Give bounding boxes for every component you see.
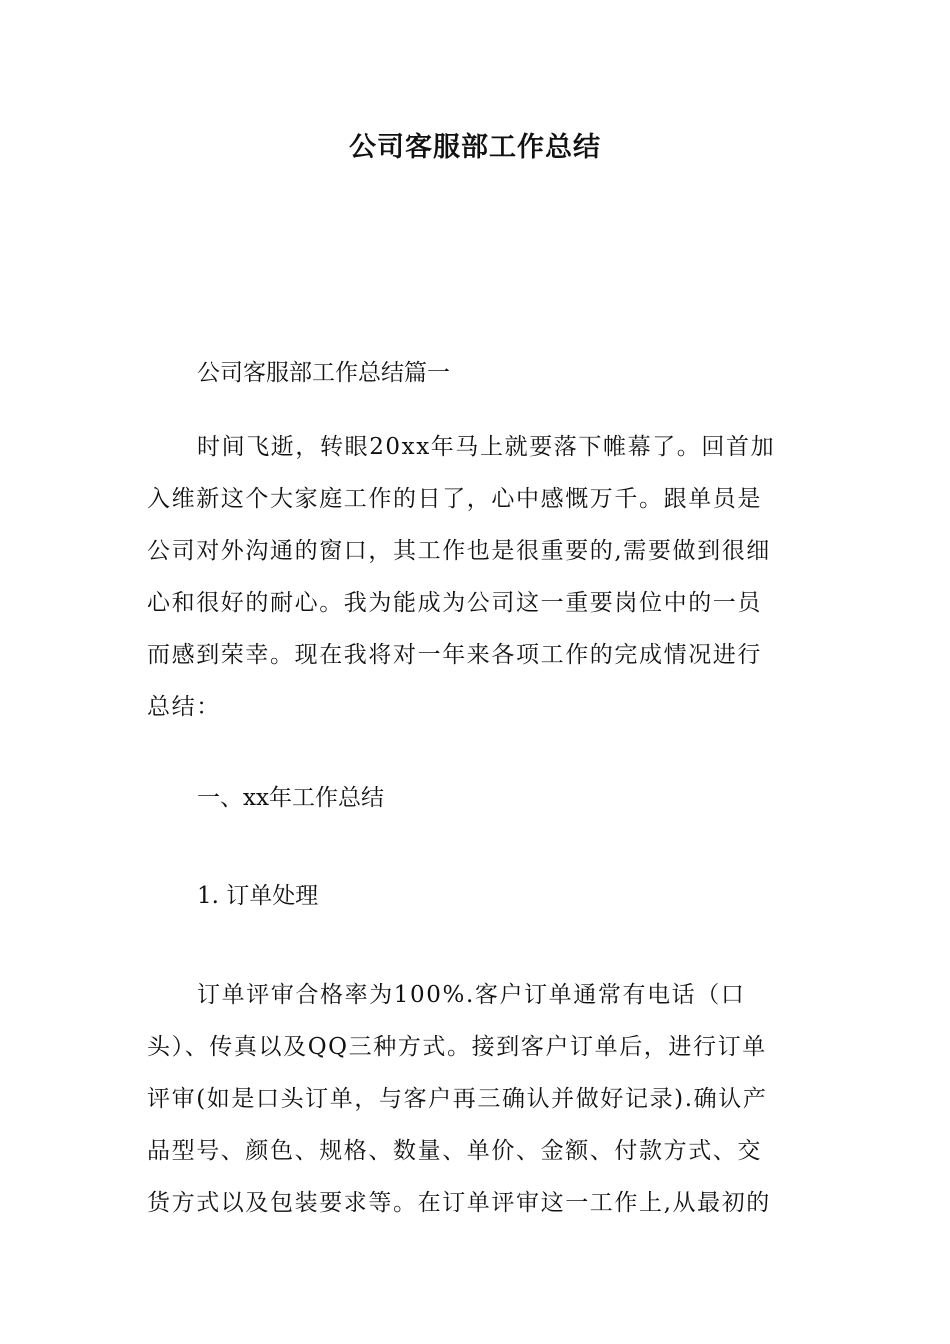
- order-paragraph: [147, 980, 797, 1240]
- paragraph-line: 品型号、颜色、规格、数量、单价、金额、付款方式、交: [147, 1138, 762, 1164]
- paragraph-line: 货方式以及包装要求等。在订单评审这一工作上,从最初的: [147, 1190, 771, 1216]
- paragraph-line: 时间飞逝，转眼20xx年马上就要落下帷幕了。回首加: [197, 434, 776, 460]
- intro-paragraph: [147, 432, 797, 744]
- paragraph-line: 评审(如是口头订单，与客户再三确认并做好记录).确认产: [147, 1086, 768, 1112]
- paragraph-line: 订单评审合格率为100%.客户订单通常有电话（口: [197, 982, 746, 1008]
- paragraph-line: 入维新这个大家庭工作的日了，心中感慨万千。跟单员是: [147, 486, 762, 512]
- paragraph-line: 而感到荣幸。现在我将对一年来各项工作的完成情况进行: [147, 642, 762, 668]
- paragraph-line: 总结：: [147, 694, 221, 720]
- order-processing-heading: 1. 订单处理: [197, 883, 319, 909]
- year-summary-heading: 一、xx年工作总结: [197, 785, 384, 811]
- document-title: 公司客服部工作总结: [349, 132, 601, 163]
- paragraph-line: 头）、传真以及QQ三种方式。接到客户订单后，进行订单: [147, 1034, 767, 1060]
- paragraph-line: 公司对外沟通的窗口，其工作也是很重要的,需要做到很细: [147, 538, 771, 564]
- paragraph-line: 心和很好的耐心。我为能成为公司这一重要岗位中的一员: [147, 590, 762, 616]
- section-heading: 公司客服部工作总结篇一: [197, 360, 450, 386]
